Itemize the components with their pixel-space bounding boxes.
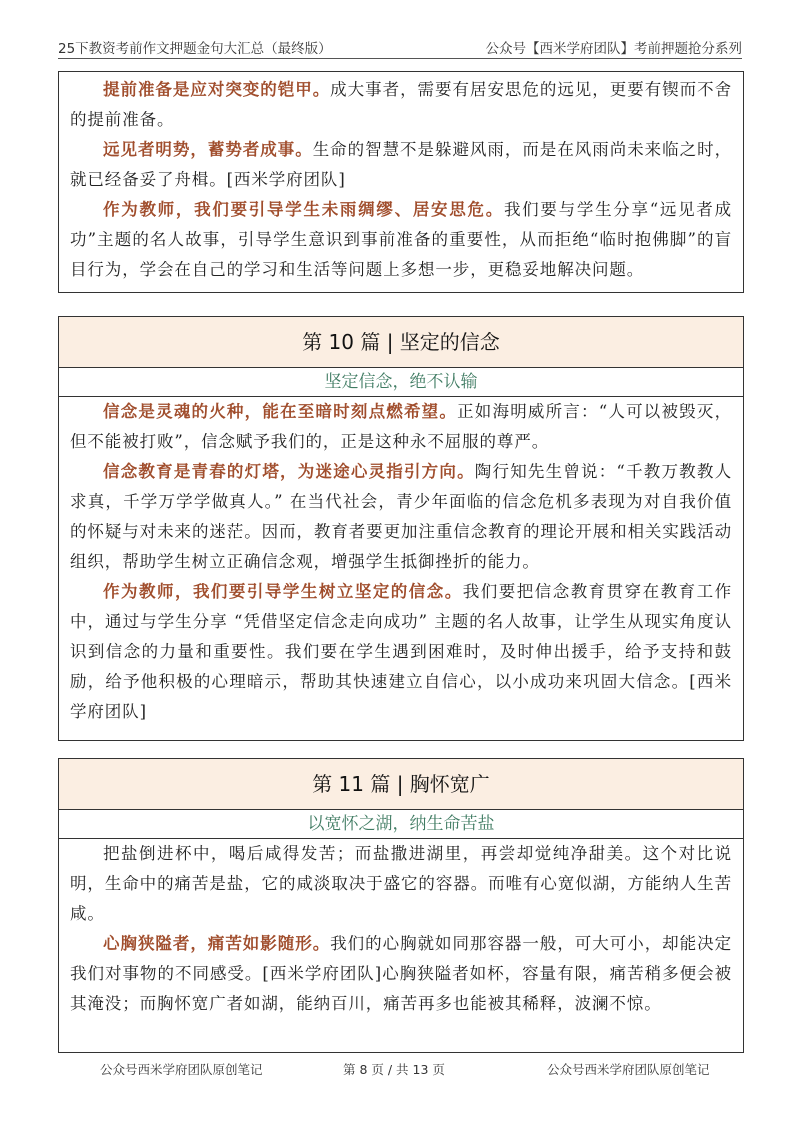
key-sentence: 心胸狭隘者，痛苦如影随形。 <box>103 934 331 953</box>
section-10-subtitle: 坚定信念，绝不认输 <box>58 367 744 397</box>
paragraph: 提前准备是应对突变的铠甲。成大事者，需要有居安思危的远见，更要有锲而不舍的提前准备。 <box>70 80 733 129</box>
paragraph: 作为教师，我们要引导学生树立坚定的信念。我们要把信念教育贯穿在教育工作中，通过与学生分享 “凭借坚定信念走向成功” 主题的名人故事，让学生从现实角度认识到信念的力量和重要性。我们要在学生遇到困难时，及时伸出援手，给予支持和鼓励，给予他积极的心理暗示，帮助其快速建立自信心，以小成功来巩固大信念。[西米学府团队] <box>70 582 733 721</box>
page-header <box>58 36 742 59</box>
paragraph: 把盐倒进杯中，喝后咸得发苦；而盐撒进湖里，再尝却觉纯净甜美。这个对比说明，生命中的痛苦是盐，它的咸淡取决于盛它的容器。而唯有心宽似湖，方能纳人生苦咸。 <box>70 844 732 923</box>
paragraph: 信念是灵魂的火种，能在至暗时刻点燃希望。正如海明威所言：“人可以被毁灭，但不能被打败”，信念赋予我们的，正是这种永不屈服的尊严。 <box>70 402 732 451</box>
section-10-title: 第 10 篇 | 坚定的信念 <box>58 316 744 368</box>
content-box-section-11 <box>58 838 744 1053</box>
paragraph: 远见者明势，蓄势者成事。生命的智慧不是躲避风雨，而是在风雨尚未来临之时，就已经备妥了舟楫。[西米学府团队] <box>70 140 732 189</box>
paragraph: 作为教师，我们要引导学生未雨绸缪、居安思危。我们要与学生分享“远见者成功”主题的名人故事，引导学生意识到事前准备的重要性，从而拒绝“临时抱佛脚”的盲目行为，学会在自己的学习和生活等问题上多想一步，更稳妥地解决问题。 <box>70 200 732 279</box>
key-sentence: 提前准备是应对突变的铠甲。 <box>103 80 331 99</box>
page-number: 第 8 页 / 共 13 页 <box>343 1062 445 1077</box>
section-11-title: 第 11 篇 | 胸怀宽广 <box>58 758 744 810</box>
key-sentence: 信念是灵魂的火种，能在至暗时刻点燃希望。 <box>103 402 458 421</box>
section-11-subtitle: 以宽怀之湖，纳生命苦盐 <box>58 809 744 839</box>
key-sentence: 作为教师，我们要引导学生树立坚定的信念。 <box>103 582 463 601</box>
content-box-section-10 <box>58 396 744 741</box>
paragraph: 信念教育是青春的灯塔，为迷途心灵指引方向。陶行知先生曾说：“千教万教教人求真，千学万学学做真人。” 在当代社会，青少年面临的信念危机多表现为对自我价值的怀疑与对未来的迷茫。因而，教育者要更加注重信念教育的理论开展和相关实践活动组织，帮助学生树立正确信念观，增强学生抵御挫折的能力。 <box>70 462 732 571</box>
key-sentence: 作为教师，我们要引导学生未雨绸缪、居安思危。 <box>103 200 504 219</box>
key-sentence: 信念教育是青春的灯塔，为迷途心灵指引方向。 <box>103 462 475 481</box>
footer-right-note: 公众号西米学府团队原创笔记 <box>547 1062 710 1077</box>
content-box-prep <box>58 71 744 293</box>
header-doc-title: 25下教资考前作文押题金句大汇总（最终版） <box>58 41 332 57</box>
key-sentence: 远见者明势，蓄势者成事。 <box>103 140 313 159</box>
footer-left-note: 公众号西米学府团队原创笔记 <box>100 1062 263 1077</box>
header-series-title: 公众号【西米学府团队】考前押题抢分系列 <box>485 41 742 57</box>
paragraph: 心胸狭隘者，痛苦如影随形。我们的心胸就如同那容器一般，可大可小，却能决定我们对事物的不同感受。[西米学府团队]心胸狭隘者如杯，容量有限，痛苦稍多便会被其淹没；而胸怀宽广者如湖，能纳百川，痛苦再多也能被其稀释，波澜不惊。 <box>70 934 733 1013</box>
